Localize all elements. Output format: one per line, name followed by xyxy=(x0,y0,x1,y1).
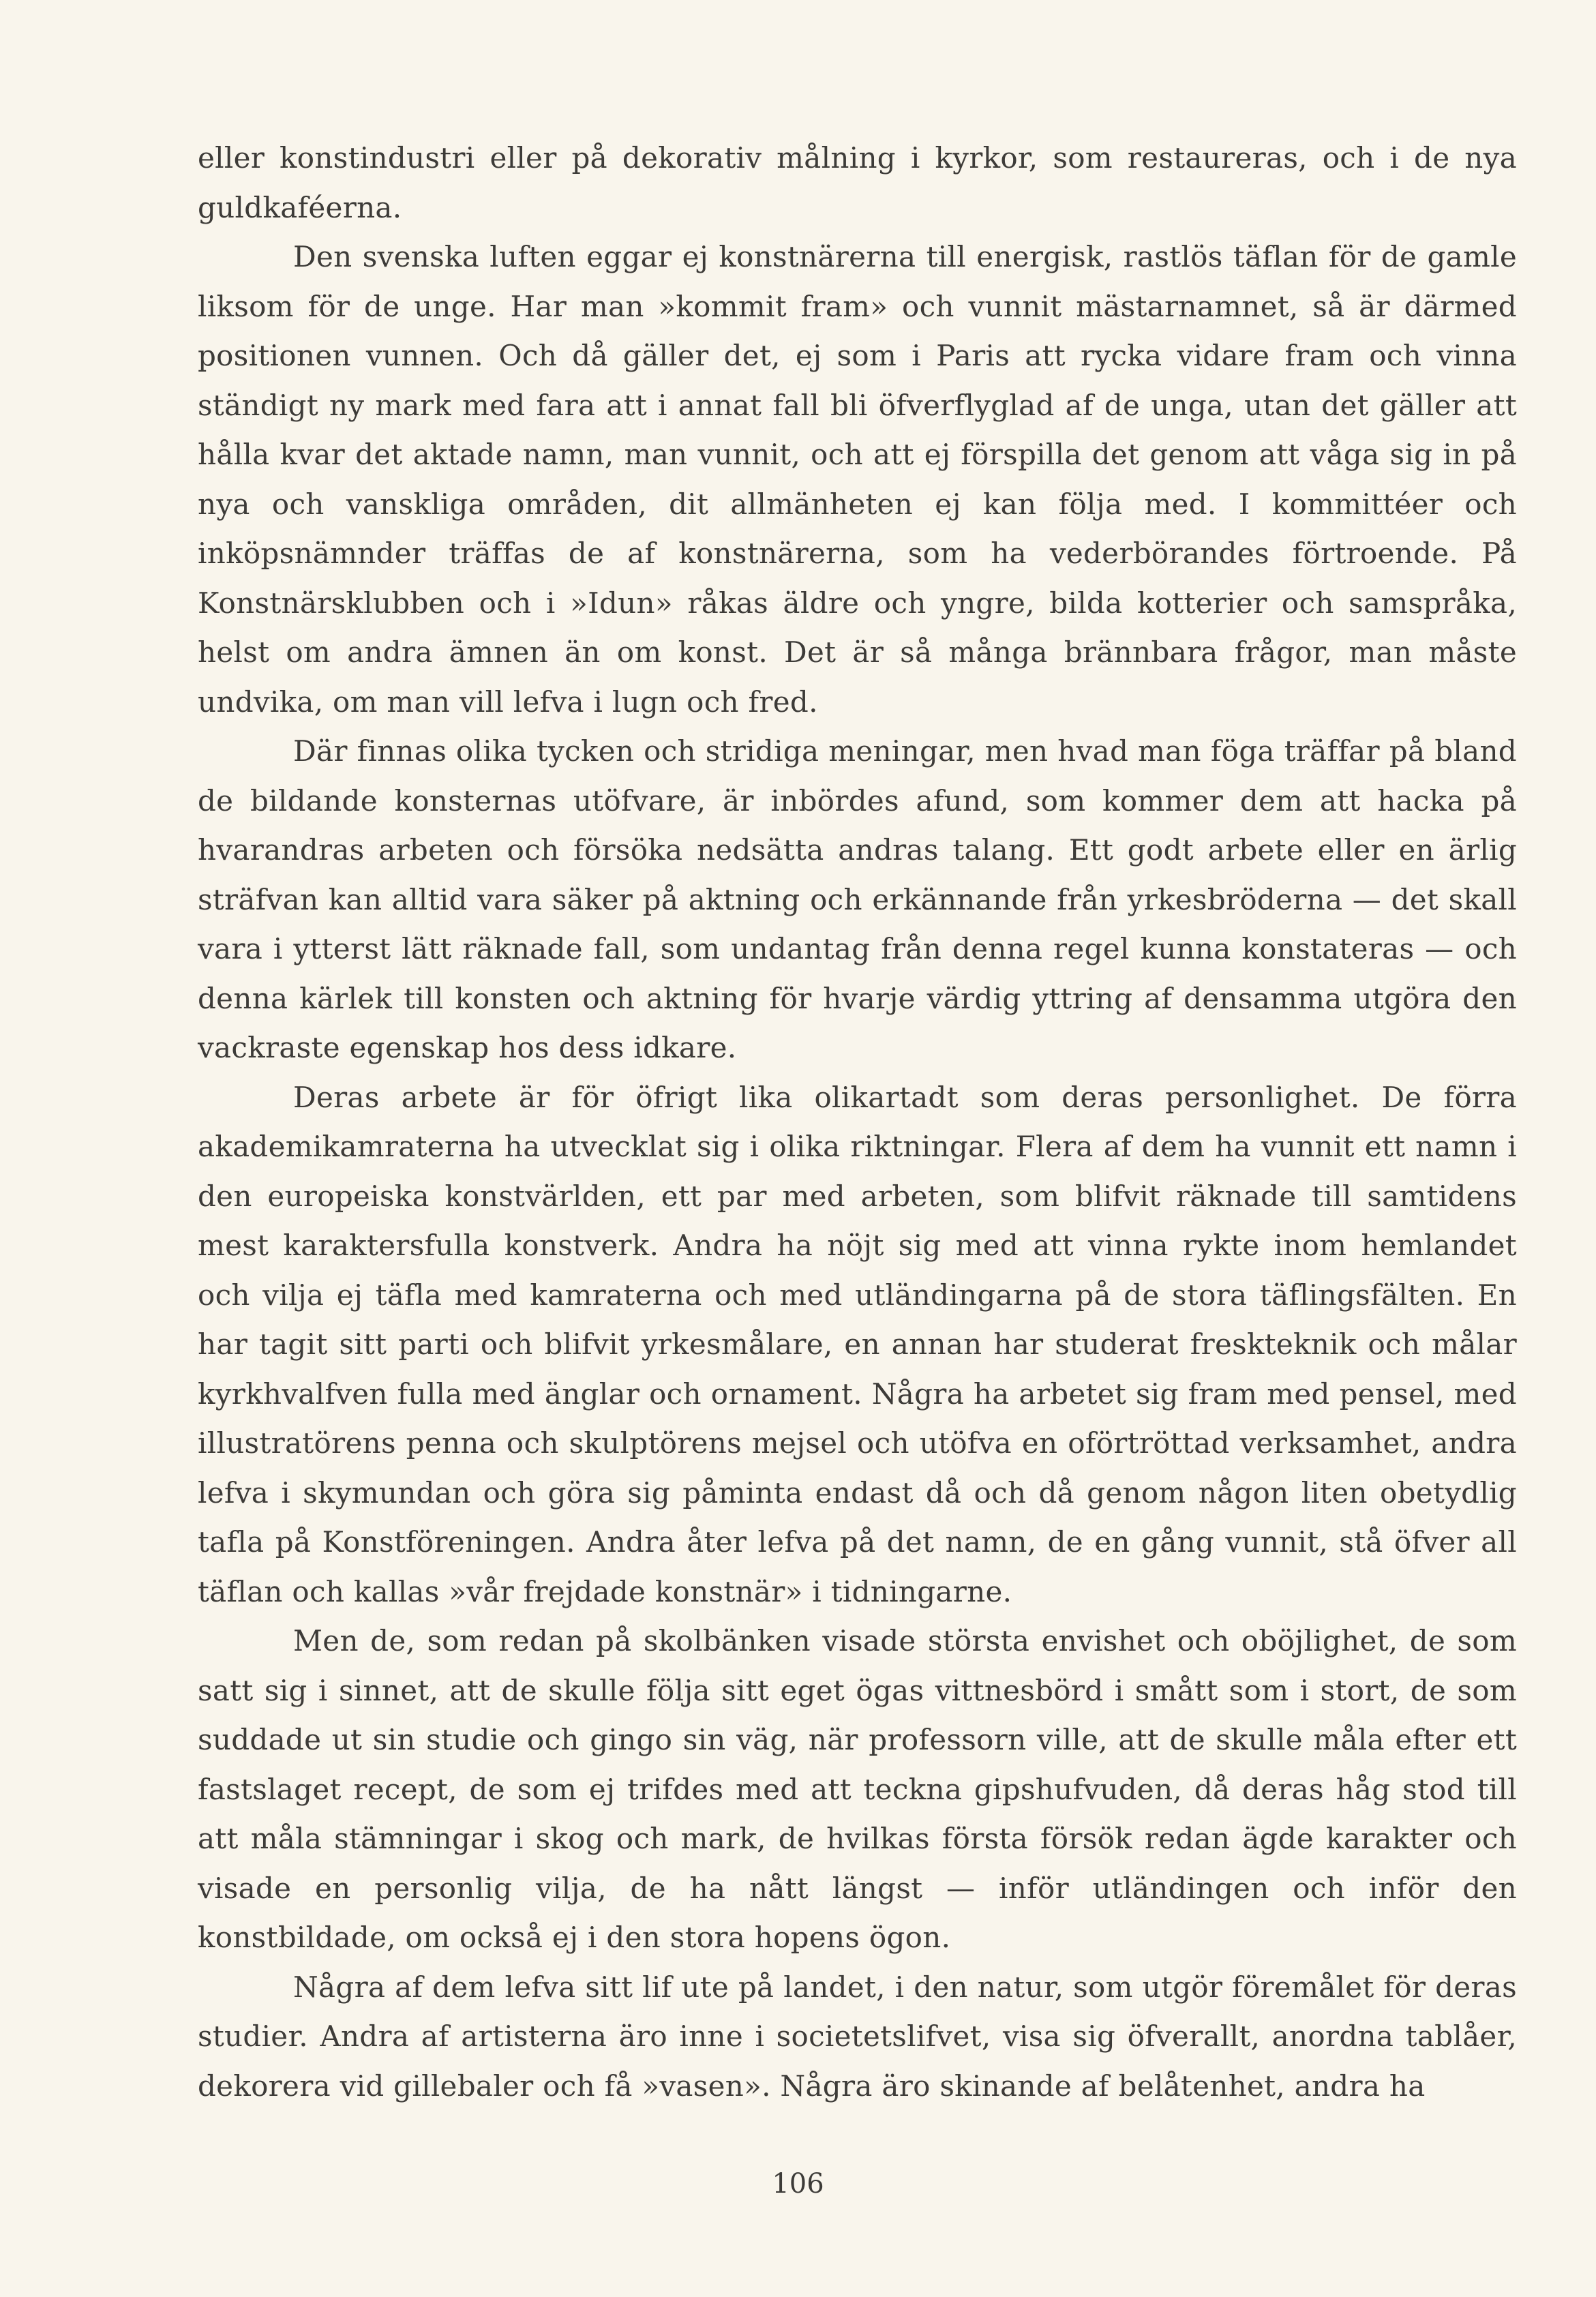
paragraph: Där finnas olika tycken och stridiga meningar, men hvad man föga träffar på bland de bildande konsternas utöfvare, är inbördes afund, som kommer dem att hacka på hvarandras arbeten och försöka nedsätta andras talang. Ett godt arbete eller en ärlig sträfvan kan alltid vara säker på aktning och erkännande från yrkesbröderna — det skall vara i ytterst lätt räknade fall, som undantag från denna regel kunna konstateras — och denna kärlek till konsten och aktning för hvarje värdig yttring af densamma utgöra den vackraste egenskap hos dess idkare. xyxy=(198,734,1517,1064)
paragraph: Men de, som redan på skolbänken visade största envishet och oböjlighet, de som satt sig i sinnet, att de skulle följa sitt eget ögas vittnesbörd i smått som i stort, de som suddade ut sin studie och gingo sin väg, när professorn ville, att de skulle måla efter ett fastslaget recept, de som ej trifdes med att teckna gipshufvuden, då deras håg stod till att måla stämningar i skog och mark, de hvilkas första försök redan ägde karakter och visade en personlig vilja, de ha nått längst — inför utländingen och inför den konstbildade, om också ej i den stora hopens ögon. xyxy=(198,1624,1517,1954)
paragraph: Den svenska luften eggar ej konstnärerna till energisk, rastlös täflan för de gamle liksom för de unge. Har man »kommit fram» och vunnit mästarnamnet, så är därmed positionen vunnen. Och då gäller det, ej som i Paris att rycka vidare fram och vinna ständigt ny mark med fara att i annat fall bli öfverflyglad af de unga, utan det gäller att hålla kvar det aktade namn, man vunnit, och att ej förspilla det genom att våga sig in på nya och vanskliga områden, dit allmänheten ej kan följa med. I kommittéer och inköpsnämnder träffas de af konstnärerna, som ha vederbörandes förtroende. På Konstnärsklubben och i »Idun» råkas äldre och yngre, bilda kotterier och samspråka, helst om andra ämnen än om konst. Det är så många brännbara frågor, man måste undvika, om man vill lefva i lugn och fred. xyxy=(198,240,1517,719)
paragraph: Några af dem lefva sitt lif ute på landet, i den natur, som utgör föremålet för deras studier. Andra af artisterna äro inne i societetslifvet, visa sig öfverallt, anordna tablåer, dekorera vid gillebaler och få »vasen». Några äro skinande af belåtenhet, andra ha xyxy=(198,1970,1517,2103)
paragraph: Deras arbete är för öfrigt lika olikartadt som deras personlighet. De förra akademikamraterna ha utvecklat sig i olika riktningar. Flera af dem ha vunnit ett namn i den europeiska konstvärlden, ett par med arbeten, som blifvit räknade till samtidens mest karaktersfulla konstverk. Andra ha nöjt sig med att vinna rykte inom hemlandet och vilja ej täfla med kamraterna och med utländingarna på de stora täflingsfälten. En har tagit sitt parti och blifvit yrkesmålare, en annan har studerat freskteknik och målar kyrkhvalfven fulla med änglar och ornament. Några ha arbetet sig fram med pensel, med illustratörens penna och skulptörens mejsel och utöfva en oförtröttad verksamhet, andra lefva i skymundan och göra sig påminta endast då och då genom någon liten obetydlig tafla på Konstföreningen. Andra åter lefva på det namn, de en gång vunnit, stå öfver all täflan och kallas »vår frejdade konstnär» i tidningarne. xyxy=(198,1080,1517,1608)
paragraph-continuation: eller konstindustri eller på dekorativ målning i kyrkor, som restaureras, och i de nya guldkaféerna. xyxy=(198,141,1517,224)
page-number: 106 xyxy=(772,2168,824,2200)
body-text xyxy=(198,134,1517,2111)
